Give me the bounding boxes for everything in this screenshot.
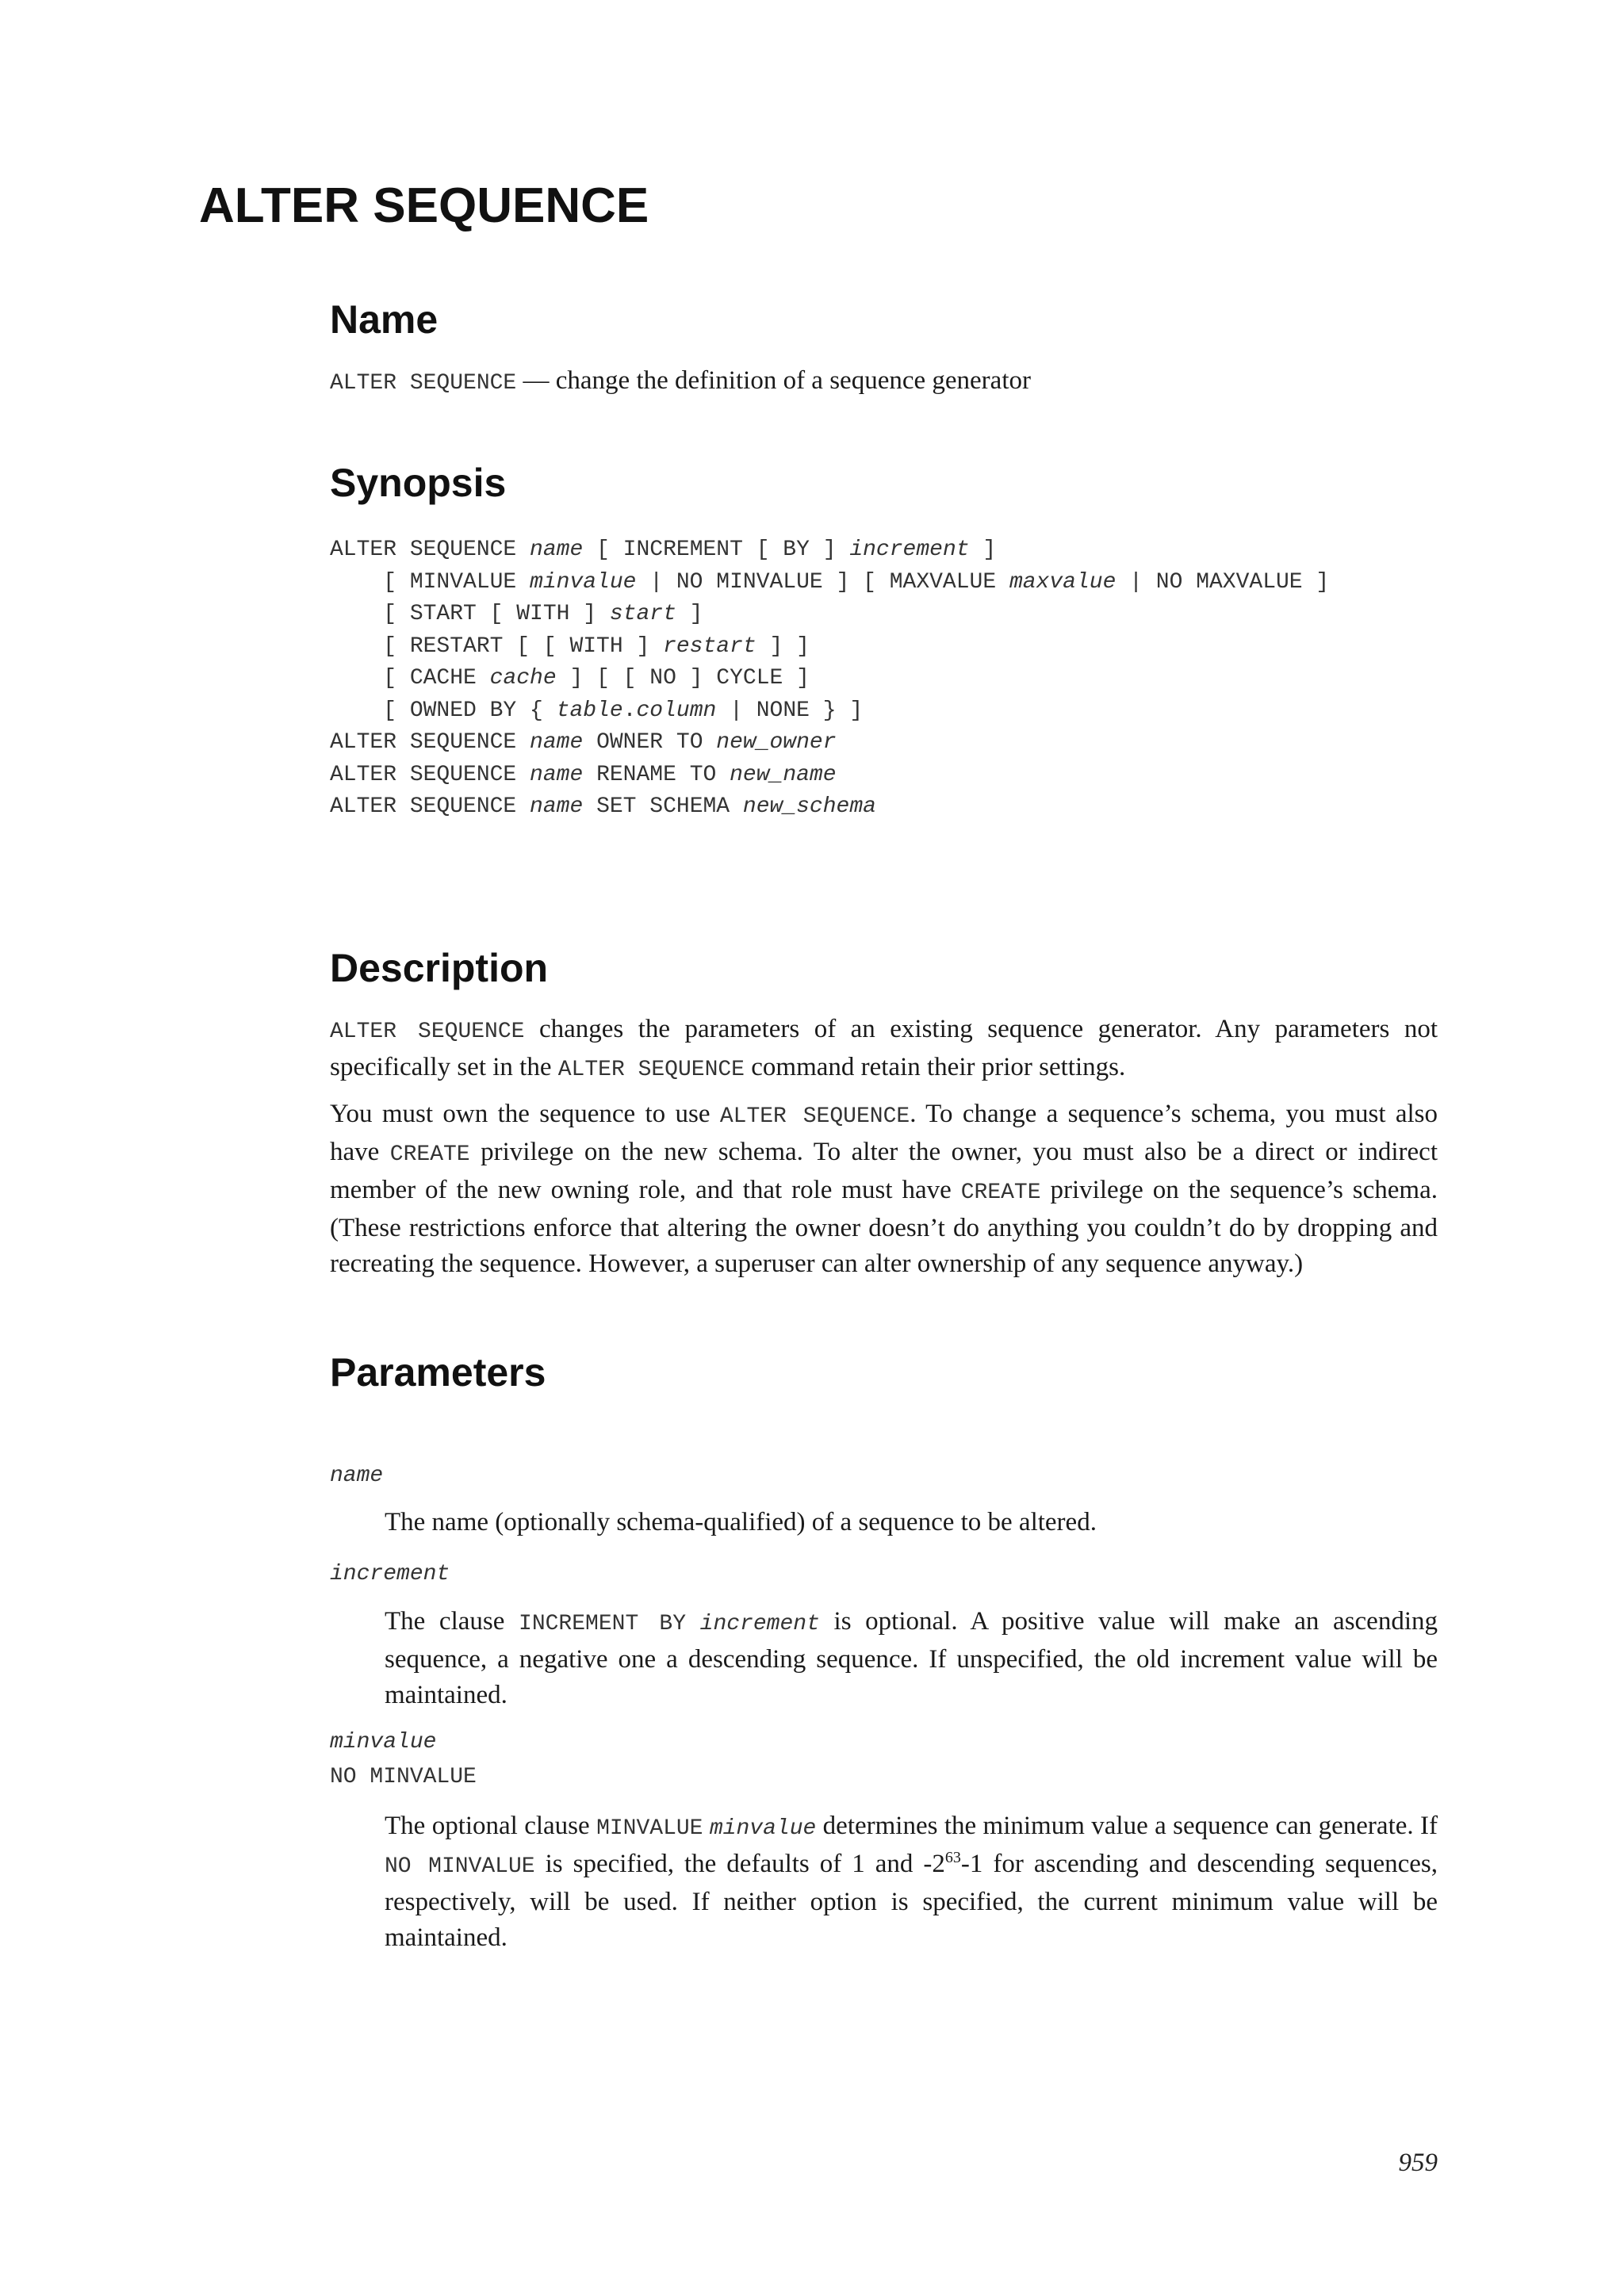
synopsis-placeholder: column <box>636 698 717 723</box>
synopsis-placeholder: name <box>530 730 584 755</box>
parameter-term-name: name <box>330 1464 384 1488</box>
paragraph-text: privilege on the new schema. To alter the owner, you must also be a direct or indirect member of the new owning role, and that role must have <box>330 1138 1438 1204</box>
synopsis-keyword: | NONE } ] <box>716 698 864 723</box>
inline-code-italic: minvalue <box>709 1816 817 1841</box>
name-summary-text: — change the definition of a sequence generator <box>523 366 1031 395</box>
synopsis-keyword: [ RESTART [ [ WITH ] <box>330 633 664 659</box>
name-summary <box>330 363 1438 401</box>
synopsis-line <box>330 534 1329 567</box>
synopsis-keyword: | NO MINVALUE ] [ MAXVALUE <box>636 569 1009 595</box>
paragraph-text: changes the parameters of an existing sequence generator. Any parameters not specifically set in the <box>330 1015 1438 1081</box>
paragraph-text: . To change a sequence’s schema, you must also have <box>330 1100 1438 1166</box>
synopsis-keyword: ALTER SEQUENCE <box>330 538 530 562</box>
paragraph-text: privilege on the sequence’s schema. (These restrictions enforce that altering the owner doesn’t do anything you couldn’t do by dropping and recreating the sequence. However, a superuser can alter ownership of any sequence anyway.) <box>330 1176 1438 1278</box>
paragraph-text: You must own the sequence to use <box>330 1100 720 1128</box>
synopsis-line <box>330 663 1329 695</box>
parameter-description-increment <box>385 1604 1438 1713</box>
synopsis-placeholder: restart <box>663 633 756 659</box>
synopsis-placeholder: name <box>530 762 584 787</box>
synopsis-keyword: ] <box>969 538 997 562</box>
page-number: 959 <box>1398 2149 1438 2177</box>
page-title: ALTER SEQUENCE <box>199 178 649 233</box>
parameter-description-name: The name (optionally schema-qualified) of a sequence to be altered. <box>385 1508 1097 1536</box>
synopsis-placeholder: new_schema <box>742 794 876 819</box>
synopsis-keyword: | NO MAXVALUE ] <box>1116 569 1330 595</box>
synopsis-placeholder: table <box>556 698 623 723</box>
inline-code: ALTER SEQUENCE <box>330 1020 525 1044</box>
synopsis-keyword: ALTER SEQUENCE <box>330 794 530 819</box>
synopsis-keyword: ] <box>676 602 703 626</box>
synopsis-keyword: ALTER SEQUENCE <box>330 762 530 787</box>
synopsis-placeholder: cache <box>489 666 557 691</box>
parameter-term-minvalue: minvalue <box>330 1730 437 1755</box>
synopsis-keyword: ] [ [ NO ] CYCLE ] <box>556 666 810 691</box>
synopsis-placeholder: name <box>530 538 584 562</box>
synopsis-keyword: . <box>622 698 637 723</box>
synopsis-keyword: [ CACHE <box>330 666 490 691</box>
synopsis-keyword: SET SCHEMA <box>583 794 743 819</box>
description-paragraph-2 <box>330 1096 1438 1282</box>
parameter-term-no-minvalue: NO MINVALUE <box>330 1765 477 1789</box>
parameters-heading: Parameters <box>330 1350 546 1395</box>
inline-code-italic: increment <box>699 1612 820 1636</box>
synopsis-placeholder: increment <box>849 538 970 562</box>
synopsis-line <box>330 791 1329 824</box>
synopsis-placeholder: maxvalue <box>1009 569 1116 595</box>
inline-code: ALTER SEQUENCE <box>719 1104 910 1129</box>
synopsis-placeholder: new_name <box>730 762 837 787</box>
synopsis-line <box>330 599 1329 631</box>
paragraph-text: is optional. A positive value will make an ascending sequence, a negative one a descending sequence. If unspecified, the old increment value will be maintained. <box>385 1607 1438 1709</box>
description-heading: Description <box>330 946 549 990</box>
synopsis-line <box>330 567 1329 599</box>
paragraph-text: determines the minimum value a sequence can generate. If <box>816 1812 1438 1840</box>
description-paragraph-1 <box>330 1012 1438 1088</box>
synopsis-line <box>330 631 1329 664</box>
synopsis-keyword: RENAME TO <box>583 762 730 787</box>
synopsis-keyword: ALTER SEQUENCE <box>330 730 530 755</box>
parameter-term-increment: increment <box>330 1562 450 1586</box>
synopsis-placeholder: minvalue <box>530 569 637 595</box>
paragraph-text: The clause <box>385 1607 519 1636</box>
synopsis-keyword: [ MINVALUE <box>330 569 530 595</box>
paragraph-text: is specified, the defaults of 1 and -2 <box>534 1850 945 1878</box>
paragraph-text: -1 for ascending and descending sequences, respectively, will be used. If neither option is specified, the current minimum value will be maintained. <box>385 1850 1438 1952</box>
inline-code: ALTER SEQUENCE <box>557 1058 745 1082</box>
synopsis-keyword: [ START [ WITH ] <box>330 602 610 626</box>
inline-code: NO MINVALUE <box>385 1854 535 1879</box>
synopsis-heading: Synopsis <box>330 461 507 505</box>
synopsis-placeholder: start <box>609 602 676 626</box>
synopsis-line <box>330 760 1329 792</box>
inline-code: INCREMENT BY <box>519 1612 687 1636</box>
synopsis-placeholder: new_owner <box>716 730 837 755</box>
synopsis-keyword: [ INCREMENT [ BY ] <box>583 538 850 562</box>
inline-code: CREATE <box>389 1142 470 1167</box>
parameter-description-minvalue <box>385 1808 1438 1956</box>
paragraph-text: The optional clause <box>385 1812 597 1840</box>
synopsis-code-block <box>330 534 1329 824</box>
superscript: 63 <box>944 1849 961 1866</box>
synopsis-line <box>330 727 1329 760</box>
synopsis-keyword: ] ] <box>756 633 810 659</box>
inline-code: CREATE <box>960 1181 1041 1205</box>
name-heading: Name <box>330 297 439 342</box>
synopsis-keyword: [ OWNED BY { <box>330 698 557 723</box>
inline-code: MINVALUE <box>596 1816 703 1841</box>
paragraph-text: command retain their prior settings. <box>745 1053 1126 1081</box>
name-command: ALTER SEQUENCE <box>330 371 517 396</box>
synopsis-keyword: OWNER TO <box>583 730 717 755</box>
synopsis-placeholder: name <box>530 794 584 819</box>
synopsis-line <box>330 695 1329 728</box>
